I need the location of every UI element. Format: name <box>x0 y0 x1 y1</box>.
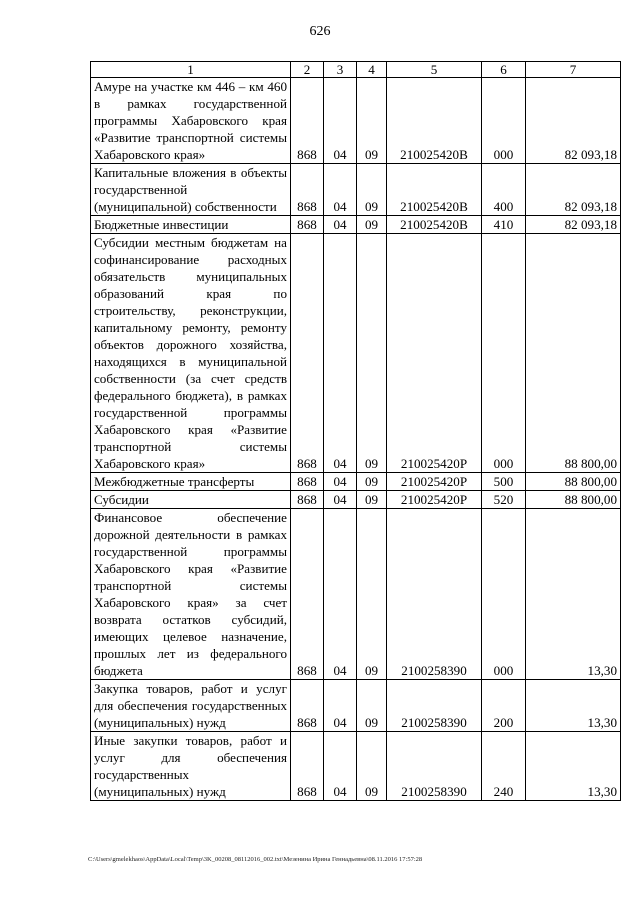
section-code: 04 <box>324 234 357 473</box>
subsection-code: 09 <box>357 78 387 164</box>
amount: 88 800,00 <box>526 234 621 473</box>
ministry-code: 868 <box>291 491 324 509</box>
table-row <box>91 509 621 680</box>
expense-type-code: 400 <box>482 164 526 216</box>
table-row <box>91 680 621 732</box>
expense-name: Капитальные вложения в объекты государственной (муниципальной) собственности <box>91 164 291 216</box>
amount: 13,30 <box>526 509 621 680</box>
column-header: 1 <box>91 62 291 78</box>
section-code: 04 <box>324 78 357 164</box>
section-code: 04 <box>324 680 357 732</box>
target-article-code: 2100258390 <box>387 680 482 732</box>
expense-name: Иные закупки товаров, работ и услуг для обеспечения государственных (муниципальных) нужд <box>91 732 291 801</box>
section-code: 04 <box>324 216 357 234</box>
table-row <box>91 234 621 473</box>
expense-type-code: 500 <box>482 473 526 491</box>
subsection-code: 09 <box>357 491 387 509</box>
budget-table <box>90 61 621 801</box>
subsection-code: 09 <box>357 164 387 216</box>
table-row <box>91 164 621 216</box>
table-row <box>91 732 621 801</box>
table-row <box>91 78 621 164</box>
subsection-code: 09 <box>357 216 387 234</box>
amount: 82 093,18 <box>526 216 621 234</box>
column-header: 6 <box>482 62 526 78</box>
expense-type-code: 000 <box>482 234 526 473</box>
subsection-code: 09 <box>357 680 387 732</box>
subsection-code: 09 <box>357 234 387 473</box>
expense-name: Амуре на участке км 446 – км 460 в рамках государственной программы Хабаровского края «Развитие транспортной системы Хабаровского края» <box>91 78 291 164</box>
subsection-code: 09 <box>357 732 387 801</box>
ministry-code: 868 <box>291 732 324 801</box>
expense-name: Бюджетные инвестиции <box>91 216 291 234</box>
amount: 82 093,18 <box>526 78 621 164</box>
expense-name: Субсидии местным бюджетам на софинансирование расходных обязательств муниципальных образований края по строительству, реконструкции, капитальному ремонту, ремонту объектов дорожного хозяйства, находящихся в муниципальной собственности (за счет средств федерального бюджета), в рамках государственной программы Хабаровского края «Развитие транспортной системы Хабаровского края» <box>91 234 291 473</box>
amount: 13,30 <box>526 680 621 732</box>
file-path-footer: C:\Users\gmelekhaos\AppData\Local\Temp\3K_00208_08112016_002.txt\Мезенина Ирина Геннадьевна\08.11.2016 17:57:28 <box>88 856 423 863</box>
section-code: 04 <box>324 509 357 680</box>
target-article-code: 210025420В <box>387 78 482 164</box>
section-code: 04 <box>324 473 357 491</box>
subsection-code: 09 <box>357 509 387 680</box>
section-code: 04 <box>324 732 357 801</box>
page-number: 626 <box>309 24 331 39</box>
column-header: 4 <box>357 62 387 78</box>
expense-name: Межбюджетные трансферты <box>91 473 291 491</box>
column-header: 7 <box>526 62 621 78</box>
table-row <box>91 491 621 509</box>
column-header: 5 <box>387 62 482 78</box>
ministry-code: 868 <box>291 164 324 216</box>
ministry-code: 868 <box>291 216 324 234</box>
expense-name: Финансовое обеспечение дорожной деятельности в рамках государственной программы Хабаровского края «Развитие транспортной системы Хабаровского края» за счет возврата остатков субсидий, имеющих целевое назначение, прошлых лет из федерального бюджета <box>91 509 291 680</box>
ministry-code: 868 <box>291 509 324 680</box>
column-header: 3 <box>324 62 357 78</box>
ministry-code: 868 <box>291 78 324 164</box>
target-article-code: 210025420В <box>387 164 482 216</box>
target-article-code: 210025420В <box>387 216 482 234</box>
subsection-code: 09 <box>357 473 387 491</box>
ministry-code: 868 <box>291 234 324 473</box>
table-header-row <box>91 62 621 78</box>
ministry-code: 868 <box>291 473 324 491</box>
amount: 88 800,00 <box>526 473 621 491</box>
target-article-code: 210025420Р <box>387 473 482 491</box>
table-row <box>91 216 621 234</box>
expense-type-code: 240 <box>482 732 526 801</box>
expense-type-code: 000 <box>482 78 526 164</box>
amount: 88 800,00 <box>526 491 621 509</box>
target-article-code: 2100258390 <box>387 509 482 680</box>
target-article-code: 210025420Р <box>387 234 482 473</box>
ministry-code: 868 <box>291 680 324 732</box>
expense-type-code: 520 <box>482 491 526 509</box>
section-code: 04 <box>324 491 357 509</box>
target-article-code: 210025420Р <box>387 491 482 509</box>
expense-type-code: 410 <box>482 216 526 234</box>
table-row <box>91 473 621 491</box>
expense-type-code: 200 <box>482 680 526 732</box>
column-header: 2 <box>291 62 324 78</box>
amount: 82 093,18 <box>526 164 621 216</box>
expense-type-code: 000 <box>482 509 526 680</box>
amount: 13,30 <box>526 732 621 801</box>
target-article-code: 2100258390 <box>387 732 482 801</box>
expense-name: Субсидии <box>91 491 291 509</box>
expense-name: Закупка товаров, работ и услуг для обеспечения государственных (муниципальных) нужд <box>91 680 291 732</box>
section-code: 04 <box>324 164 357 216</box>
